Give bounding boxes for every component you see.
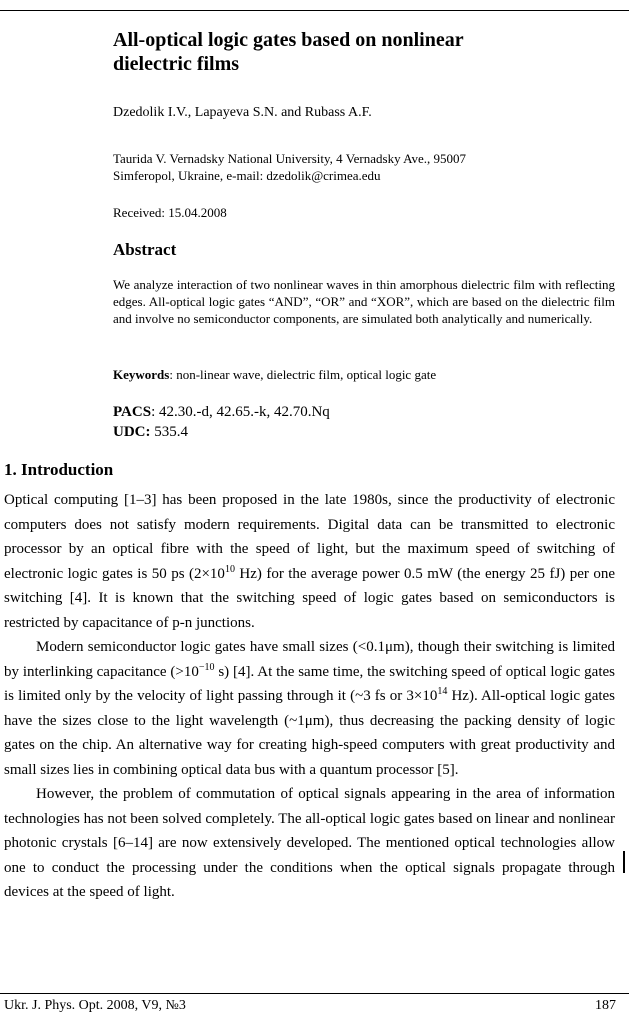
abstract-heading: Abstract bbox=[113, 240, 177, 259]
pacs-line bbox=[113, 402, 330, 422]
affiliation bbox=[113, 150, 613, 184]
p2-text-c: Hz). All-optical logic gates have the sizes close to the light wavelength (~1μm), thus decreasing the packing density of logic gates on the chip. An alternative way for creating high-speed computers with great productivity and small sizes lies in combining optical data bus with a quantum processor [5]. bbox=[4, 688, 616, 778]
paper-title: All-optical logic gates based on nonlinear dielectric films bbox=[113, 29, 464, 75]
keywords-text: : non-linear wave, dielectric film, optical logic gate bbox=[169, 367, 437, 382]
page-footer bbox=[4, 998, 616, 1014]
pacs-text: : 42.30.-d, 42.65.-k, 42.70.Nq bbox=[151, 404, 330, 420]
header-rule bbox=[0, 10, 629, 11]
p2-superscript-1: −10 bbox=[198, 661, 215, 673]
change-bar bbox=[623, 851, 625, 873]
udc-line bbox=[113, 422, 330, 442]
page-number: 187 bbox=[595, 998, 616, 1013]
paragraph-3: However, the problem of commutation of optical signals appearing in the area of information technologies has not been solved completely. The all-optical logic gates based on linear and nonlinear photonic crystals [6–14] are now extensively developed. The mentioned optical technologies allow one to conduct the processing under the conditions when the optical signals propagate through devices at the speed of light. bbox=[4, 786, 615, 900]
abstract-text: We analyze interaction of two nonlinear waves in thin amorphous dielectric film with reflecting edges. All-optical logic gates “AND”, “OR” and “XOR”, which are based on the dielectric film and involve no semiconductor components, are simulated both analytically and numerically. bbox=[113, 277, 615, 326]
received-date: Received: 15.04.2008 bbox=[113, 205, 227, 220]
affiliation-line-1: Taurida V. Vernadsky National University, 4 Vernadsky Ave., 95007 bbox=[113, 151, 467, 166]
p2-text-b: s) [4]. At the same time, the switching speed of optical logic gates is limited only by the velocity of light passing through it (~3 fs or 3×10 bbox=[4, 663, 615, 704]
paragraph-2 bbox=[4, 635, 615, 782]
introduction-body bbox=[4, 488, 615, 905]
pacs-label: PACS bbox=[113, 404, 152, 420]
classification bbox=[113, 402, 330, 442]
section-heading-introduction: 1. Introduction bbox=[4, 460, 114, 479]
p2-text-a: Modern semiconductor logic gates have small sizes (<0.1μm), though their switching is limited by interlinking capacitance (>10 bbox=[4, 639, 615, 680]
udc-label: UDC: bbox=[113, 424, 151, 440]
journal-citation: Ukr. J. Phys. Opt. 2008, V9, №3 bbox=[4, 998, 186, 1013]
p2-superscript-2: 14 bbox=[437, 686, 448, 697]
affiliation-line-2: Simferopol, Ukraine, e-mail: dzedolik@crimea.edu bbox=[113, 168, 381, 183]
keywords-label: Keywords bbox=[113, 367, 170, 382]
p1-text-a: Optical computing [1–3] has been proposed in the late 1980s, since the productivity of electronic computers does not satisfy modern requirements. Digital data can be transmitted to electronic processor by an optical fibre with the speed of light, but the maximum speed of switching of electronic logic gates is 50 ps (2×10 bbox=[4, 492, 615, 582]
authors: Dzedolik I.V., Lapayeva S.N. and Rubass A.F. bbox=[113, 105, 372, 120]
paragraph-1 bbox=[4, 488, 615, 635]
p1-text-b: Hz) for the average power 0.5 mW (the energy 25 fJ) per one switching [4]. It is known that the switching speed of logic gates based on semiconductors is restricted by capacitance of p-n junctions. bbox=[4, 565, 615, 631]
keywords bbox=[113, 367, 436, 383]
udc-text: 535.4 bbox=[150, 424, 188, 440]
footer-rule bbox=[0, 993, 629, 994]
p1-superscript: 10 bbox=[224, 563, 235, 575]
